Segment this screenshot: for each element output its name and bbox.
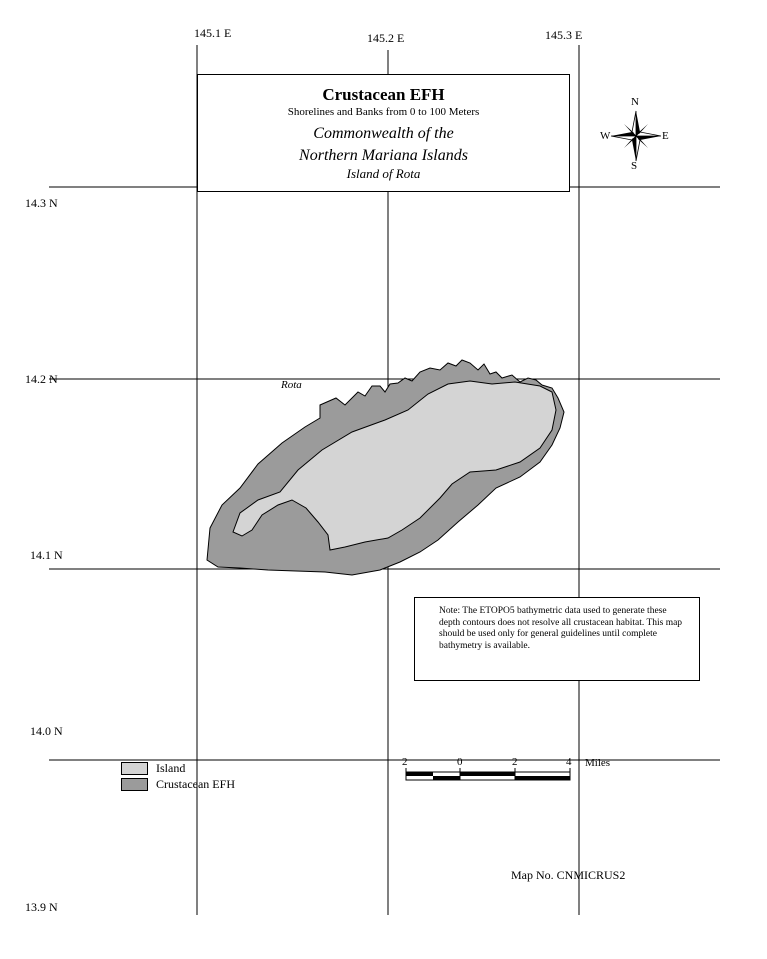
map-subtitle: Shorelines and Banks from 0 to 100 Meters [287, 106, 480, 118]
legend-swatch-island [121, 762, 148, 775]
island-name: Island of Rota [346, 166, 421, 181]
legend-label: Island [156, 761, 186, 775]
scale-tick-label: 0 [457, 756, 463, 768]
compass-west-label: W [600, 130, 611, 142]
legend-label: Crustacean EFH [156, 777, 235, 791]
scale-unit-label: Miles [585, 757, 611, 769]
latitude-label: 14.2 N [25, 372, 58, 386]
legend-swatch-efh [121, 778, 148, 791]
scale-tick-label: 2 [402, 756, 408, 768]
latitude-label: 14.1 N [30, 548, 63, 562]
latitude-label: 14.0 N [30, 724, 63, 738]
compass-north-label: N [631, 96, 639, 108]
region-line-1: Commonwealth of the [313, 125, 454, 142]
longitude-label: 145.2 E [367, 31, 405, 45]
scale-tick-label: 4 [566, 756, 572, 768]
legend-item-island [121, 761, 185, 776]
longitude-label: 145.3 E [545, 28, 583, 42]
compass-south-label: S [631, 160, 638, 172]
legend-item-efh [121, 777, 235, 792]
latitude-label: 14.3 N [25, 196, 58, 210]
scale-bar [406, 768, 570, 780]
compass-east-label: E [662, 130, 669, 142]
latitude-label: 13.9 N [25, 900, 58, 914]
region-line-2: Northern Mariana Islands [299, 147, 468, 164]
scale-tick-label: 2 [512, 756, 518, 768]
map-number: Map No. CNMICRUS2 [511, 868, 626, 882]
compass-rose [611, 111, 661, 161]
longitude-label: 145.1 E [194, 26, 232, 40]
rota-label: Rota [281, 379, 302, 391]
data-note: Note: The ETOPO5 bathymetric data used to generate these depth contours does not resolve all crustacean habitat. This map should be used only for general guidelines until complete bathymetry is available. [414, 597, 700, 681]
map-title-box [197, 74, 570, 192]
map-title: Crustacean EFH [322, 85, 445, 104]
